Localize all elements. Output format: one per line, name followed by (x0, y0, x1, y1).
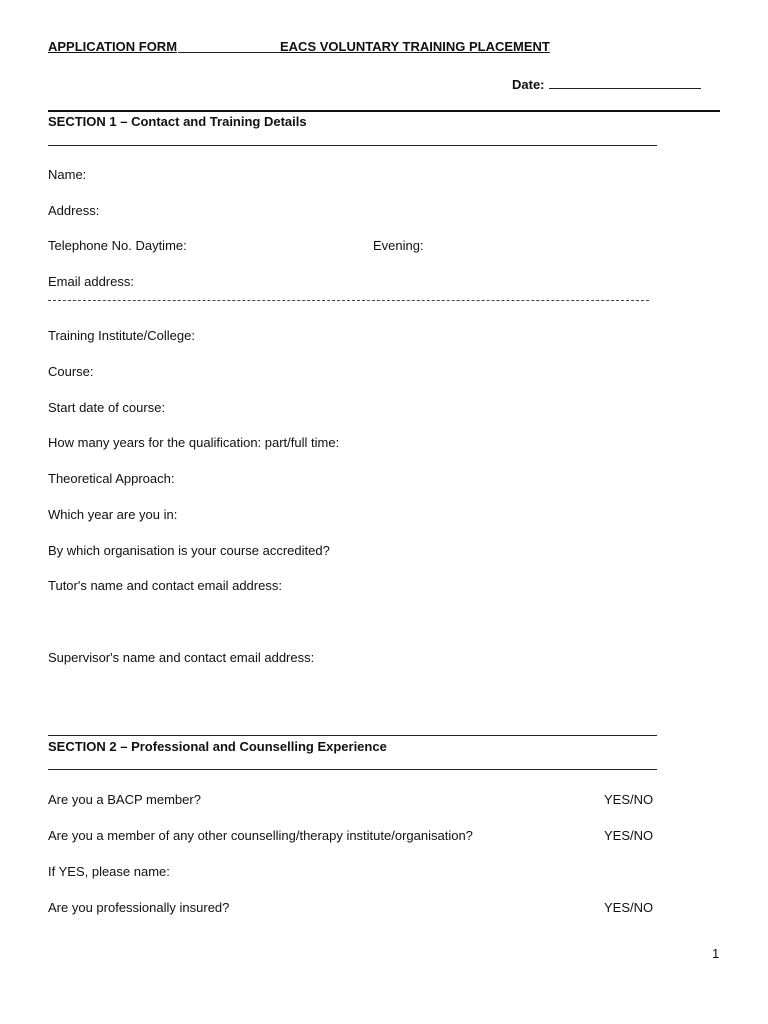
qualification-years-label: How many years for the qualification: part/full time: (48, 435, 340, 450)
date-blank-line[interactable] (549, 76, 701, 89)
email-label: Email address: (48, 274, 134, 289)
accreditation-label: By which organisation is your course accredited? (48, 543, 330, 558)
institute-label: Training Institute/College: (48, 328, 195, 343)
start-date-label: Start date of course: (48, 400, 166, 415)
header-divider (48, 110, 720, 112)
if-yes-name-label: If YES, please name: (48, 864, 170, 879)
course-label: Course: (48, 364, 94, 379)
supervisor-label: Supervisor's name and contact email address: (48, 650, 315, 665)
other-membership-answer[interactable]: YES/NO (604, 828, 654, 843)
section2-heading: SECTION 2 – Professional and Counselling Experience (48, 739, 387, 754)
bacp-question: Are you a BACP member? (48, 792, 201, 807)
form-label: APPLICATION FORM (48, 39, 178, 54)
other-membership-question: Are you a member of any other counselling/therapy institute/organisation? (48, 828, 473, 843)
section2-top-rule (48, 735, 657, 736)
section2-bottom-rule (48, 769, 657, 770)
address-label: Address: (48, 203, 100, 218)
section1-heading: SECTION 1 – Contact and Training Details (48, 114, 307, 129)
theoretical-approach-label: Theoretical Approach: (48, 471, 175, 486)
year-in-label: Which year are you in: (48, 507, 178, 522)
insured-question: Are you professionally insured? (48, 900, 230, 915)
tutor-label: Tutor's name and contact email address: (48, 578, 282, 593)
contact-training-divider (48, 300, 649, 301)
telephone-evening-label: Evening: (373, 238, 424, 253)
telephone-daytime-label: Telephone No. Daytime: (48, 238, 187, 253)
form-title: EACS VOLUNTARY TRAINING PLACEMENT (280, 39, 550, 54)
date-field[interactable] (512, 76, 701, 93)
section1-rule (48, 145, 657, 146)
header-underline-gap (178, 52, 280, 53)
bacp-answer[interactable]: YES/NO (604, 792, 654, 807)
name-label: Name: (48, 167, 87, 182)
insured-answer[interactable]: YES/NO (604, 900, 654, 915)
date-label: Date: (512, 77, 545, 92)
page-number: 1 (712, 946, 720, 961)
